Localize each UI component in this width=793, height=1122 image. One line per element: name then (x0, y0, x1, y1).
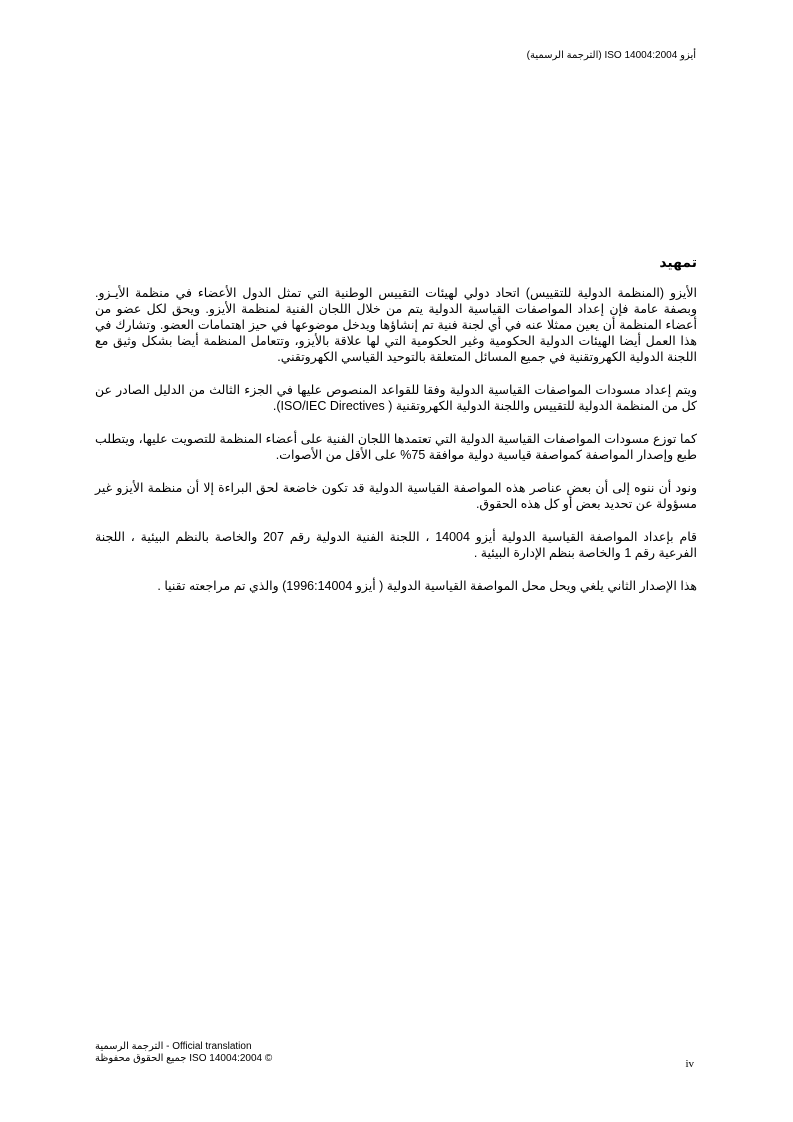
document-body (95, 254, 697, 611)
paragraph-committee: قام بإعداد المواصفة القياسية الدولية أيزو 14004 ، اللجنة الفنية الدولية رقم 207 والخاصة بالنظم البيئية ، اللجنة الفرعية رقم 1 والخاصة بنظم الإدارة البيئية . (95, 530, 697, 560)
paragraph-iso-intro: الأيزو (المنظمة الدولية للتقييس) اتحاد دولي لهيئات التقييس الوطنية التي تمثل الدول الأعضاء في منظمة الأيـزو. وبصفة عامة فإن إعداد المواصفات القياسية الدولية يتم من خلال اللجان الفنية لمنظمة الأيزو. ويحق لكل عضو من أعضاء المنظمة أن يعين ممثلا عنه في أي لجنة فنية تم إنشاؤها ويدخل موضوعها في حيز اهتمامات العضو. وتشارك في هذا العمل أيضا الهيئات الدولية الحكومية وغير الحكومية التي لها علاقة بالأيزو، وتتعامل المنظمة أيضا بشكل وثيق مع اللجنة الدولية الكهروتقنية في جميع المسائل المتعلقة بالتوحيد القياسي الكهروتقني. (95, 286, 697, 364)
paragraph-directives: ويتم إعداد مسودات المواصفات القياسية الدولية وفقا للقواعد المنصوص عليها في الجزء الثالث من الدليل الصادر عن كل من المنظمة الدولية للتقييس واللجنة الدولية الكهروتقنية ( ISO/IEC Directives). (95, 383, 697, 413)
footer-copyright: © ISO 14004:2004 جميع الحقوق محفوظة (95, 1053, 273, 1064)
paragraph-voting: كما توزع مسودات المواصفات القياسية الدولية التي تعتمدها اللجان الفنية على أعضاء المنظمة للتصويت عليها، ويتطلب طبع وإصدار المواصفة كمواصفة قياسية دولية موافقة 75% على الأقل من الأصوات. (95, 432, 697, 462)
page-title: تمهيد (659, 254, 697, 270)
paragraph-patent-rights: ونود أن ننوه إلى أن بعض عناصر هذه المواصفة القياسية الدولية قد تكون خاضعة لحق البراءة إلا أن منظمة الأيزو غير مسؤولة عن تحديد بعض أو كل هذه الحقوق. (95, 481, 697, 511)
footer-translation: Official translation - الترجمة الرسمية (95, 1041, 252, 1052)
paragraph-edition: هذا الإصدار الثاني يلغي ويحل محل المواصفة القياسية الدولية ( أيزو 1996:14004) والذي تم مراجعته تقنيا . (157, 579, 697, 593)
running-header: أيزو ISO 14004:2004 (الترجمة الرسمية) (526, 50, 696, 61)
footer (95, 1041, 272, 1065)
page-number: iv (685, 1058, 694, 1070)
